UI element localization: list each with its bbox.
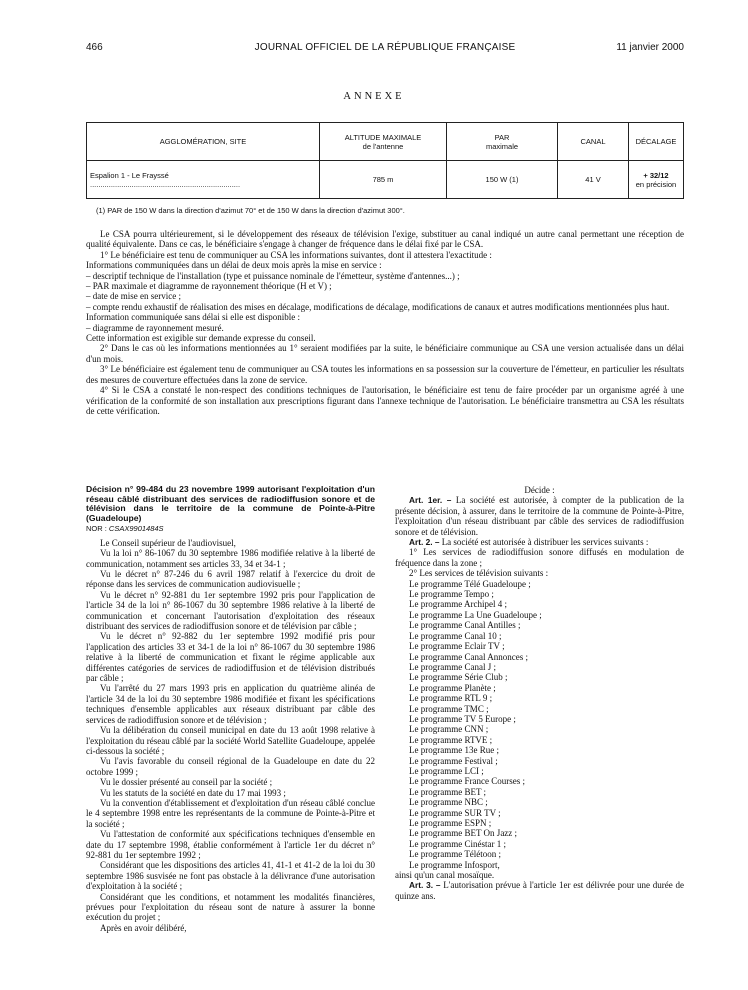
list-item: Le programme Télé Guadeloupe ; [409,578,531,589]
list-item: Le programme 13e Rue ; [409,745,499,756]
paragraph: Vu la convention d'établissement et d'exploitation d'un réseau câblé conclue le 4 septembre 1998 entre les représentants de la commune de Pointe-à-Pitre et la société ; [86,797,375,829]
list-item: – compte rendu exhaustif de réalisation des mises en décalage, modifications de décalage, modifications de canaux et autres modifications mentionnées plus haut. [86,301,670,312]
col-header-par: PAR maximale [447,123,558,161]
page-header [86,42,684,56]
list-item: Le programme RTL 9 ; [409,693,493,704]
list-item: – diagramme de rayonnement mesuré. [86,322,224,333]
list-item: – descriptif technique de l'installation (type et puissance nominale de l'émetteur, système d'antennes...) ; [86,270,460,281]
page-number: 466 [86,42,103,53]
col-header-decalage: DÉCALAGE [629,123,684,161]
annexe-title: ANNEXE [343,91,405,102]
paragraph: Vu le dossier présenté au conseil par la société ; [100,777,273,788]
paragraph: 4° Si le CSA a constaté le non-respect des conditions techniques de l'autorisation, le bénéficiaire est tenu de faire procéder par un organisme agréé à une vérification de la conformité de son installation aux prescriptions figurant dans l'annexe technique de l'autorisation. Le bénéficiaire transmettra au CSA les résultats de cette vérification. [86,385,684,416]
paragraph: Vu le décret n° 92-882 du 1er septembre 1992 modifié pris pour l'application des articles 33 et 34-1 de la loi n° 86-1067 du 30 septembre 1986 relative à la liberté de communication et fixant le régime applicable aux différentes catégories de services de radiodiffusion et de télévision distribués par câble ; [86,631,375,684]
list-item: Le programme TMC ; [409,703,489,714]
cell-altitude: 785 m [320,161,447,199]
paragraph: Vu l'arrêté du 27 mars 1993 pris en application du quatrième alinéa de l'article 34 de la loi du 30 septembre 1986 modifiée et fixant les spécifications techniques d'ensemble applicables aux réseaux distribuant par câble des services de radiodiffusion sonore et de télévision ; [86,683,375,725]
paragraph: 2° Dans le cas où les informations mentionnées au 1° seraient modifiées par la suite, le bénéficiaire communique au CSA une version actualisée dans un délai d'un mois. [86,343,684,364]
list-item: Le programme Archipel 4 ; [409,599,507,610]
paragraph: Considérant que les conditions, et notamment les modalités financières, prévues pour l'exploitation du réseau sont de nature à assurer la bonne exécution du projet ; [86,891,375,923]
article-2: Art. 2. – La société est autorisée à distribuer les services suivants : [409,537,649,548]
paragraph: ainsi qu'un canal mosaïque. [395,870,495,881]
paragraph: Vu le décret n° 87-246 du 6 avril 1987 relatif à l'exercice du droit de réponse dans les services de communication audiovisuelle ; [86,569,375,590]
list-item: Le programme Canal 10 ; [409,630,502,641]
paragraph: Information communiquée sans délai si elle est disponible : [86,312,300,323]
list-item: Le programme France Courses ; [409,776,525,787]
programme-list [395,579,684,870]
decision-title: Décision n° 99-484 du 23 novembre 1999 autorisant l'exploitation d'un réseau câblé distribuant des services de radiodiffusion sonore et de télévision dans le territoire de la commune de Pointe-à-Pitre (Guadeloupe) [86,484,375,523]
paragraph: Vu les statuts de la société en date du 17 mai 1993 ; [100,787,286,798]
list-item: Le programme Canal J ; [409,661,496,672]
paragraph: Après en avoir délibéré, [100,922,187,933]
list-item: Le programme Eclair TV ; [409,641,505,652]
paragraph: 3° Le bénéficiaire est également tenu de communiquer au CSA toutes les informations en sa possession sur la couverture de l'émetteur, en particulier les résultats des mesures de couverture effectuées dans la zone de service. [86,364,684,385]
paragraph: 2° Les services de télévision suivants : [409,568,549,579]
paragraph: 1° Le bénéficiaire est tenu de communiquer au CSA les informations suivantes, dont il attestera l'exactitude : [100,249,492,260]
paragraph: Cette information est exigible sur demande expresse du conseil. [86,333,316,344]
paragraph: Vu l'attestation de conformité aux spécifications techniques d'ensemble en date du 17 septembre 1998, établie conformément à l'article 1er du décret n° 92-881 du 1er septembre 1992 ; [86,829,375,860]
paragraph: 1° Les services de radiodiffusion sonore diffusés en modulation de fréquence dans la zone ; [395,547,684,568]
list-item: Le programme ESPN ; [409,818,492,828]
list-item: Le programme SUR TV ; [409,807,501,818]
table-footnote: (1) PAR de 150 W dans la direction d'azimut 70° et de 150 W dans la direction d'azimut 300°. [96,206,405,215]
cell-site: Espalion 1 - Le Frayssé ........................................................................ [87,161,320,199]
paragraph: Vu le décret n° 92-881 du 1er septembre 1992 pris pour l'application de l'article 34 de la loi n° 86-1067 du 30 septembre 1986 relative à la liberté de communication et concernant l'autorisation d'exploitation des réseaux distribuant des services de radiodiffusion sonore et de télévision par câble ; [86,589,375,632]
right-column [395,485,684,901]
list-item: Le programme LCI ; [409,765,484,776]
paragraph: Vu la loi n° 86-1067 du 30 septembre 1986 modifiée relative à la liberté de communication, notamment ses articles 33, 34 et 34-1 ; [86,548,375,569]
col-header-canal: CANAL [558,123,629,161]
cell-decalage: + 32/12 en précision [629,161,684,199]
list-item: Le programme BET On Jazz ; [409,828,518,839]
article-1: Art. 1er. – La société est autorisée, à compter de la publication de la présente décision, à assurer, dans le territoire de la commune de Pointe-à-Pitre, l'exploitation d'un réseau distribuant par câble des services de radiodiffusion sonore et de télévision. [395,495,684,537]
paragraph: Le Conseil supérieur de l'audiovisuel, [100,537,236,548]
list-item: Le programme RTVE ; [409,734,493,745]
list-item: Le programme Canal Annonces ; [409,651,528,662]
paragraph: Vu l'avis favorable du conseil régional de la Guadeloupe en date du 22 octobre 1999 ; [86,756,375,777]
table-header-row [87,123,684,161]
list-item: Le programme Canal Antilles ; [409,620,521,631]
paragraph: Le CSA pourra ultérieurement, si le développement des réseaux de télévision l'exige, substituer au canal indiqué un autre canal permettant une réception de qualité équivalente. Dans ce cas, le bénéficiaire s'engage à changer de fréquence dans le délai fixé par le CSA. [86,229,684,250]
list-item: – date de mise en service ; [86,291,181,302]
left-column [86,485,375,933]
list-item: Le programme CNN ; [409,724,489,735]
col-header-site: AGGLOMÉRATION, SITE [87,123,320,161]
decide-heading: Décide : [524,485,555,495]
paragraph: Vu la délibération du conseil municipal en date du 13 août 1998 relative à l'exploitation du réseau câblé par la société World Satellite Guadeloupe, appelée ci-dessous la société ; [86,725,375,756]
list-item: Le programme NBC ; [409,797,488,808]
list-item: Le programme Série Club ; [409,672,508,683]
annexe-body [86,229,684,416]
list-item: Le programme La Une Guadeloupe ; [409,609,542,620]
list-item: Le programme Infosport, [409,859,500,870]
col-header-altitude: ALTITUDE MAXIMALE de l'antenne [320,123,447,161]
list-item: Le programme BET ; [409,786,487,797]
publication-date: 11 janvier 2000 [616,42,684,53]
table-row [87,161,684,199]
annexe-table [86,122,684,199]
list-item: Le programme Festival ; [409,755,498,766]
list-item: Le programme Cinéstar 1 ; [409,838,506,849]
list-item: Le programme Télétoon ; [409,849,502,860]
cell-par: 150 W (1) [447,161,558,199]
cell-canal: 41 V [558,161,629,199]
paragraph: Considérant que les dispositions des articles 41, 41-1 et 41-2 de la loi du 30 septembre 1986 susvisée ne font pas obstacle à la délivrance d'une autorisation d'exploitation à la société ; [86,860,375,892]
list-item: – PAR maximale et diagramme de rayonnement théorique (H et V) ; [86,281,332,292]
nor-reference: NOR : CSAX9901484S [86,524,164,534]
list-item: Le programme Tempo ; [409,589,494,600]
paragraph: Informations communiquées dans un délai de deux mois après la mise en service : [86,260,382,271]
journal-title: JOURNAL OFFICIEL DE LA RÉPUBLIQUE FRANÇAISE [254,42,516,53]
list-item: Le programme TV 5 Europe ; [409,713,516,724]
article-3: Art. 3. – L'autorisation prévue à l'article 1er est délivrée pour une durée de quinze ans. [395,880,685,901]
list-item: Le programme Planète ; [409,682,496,693]
